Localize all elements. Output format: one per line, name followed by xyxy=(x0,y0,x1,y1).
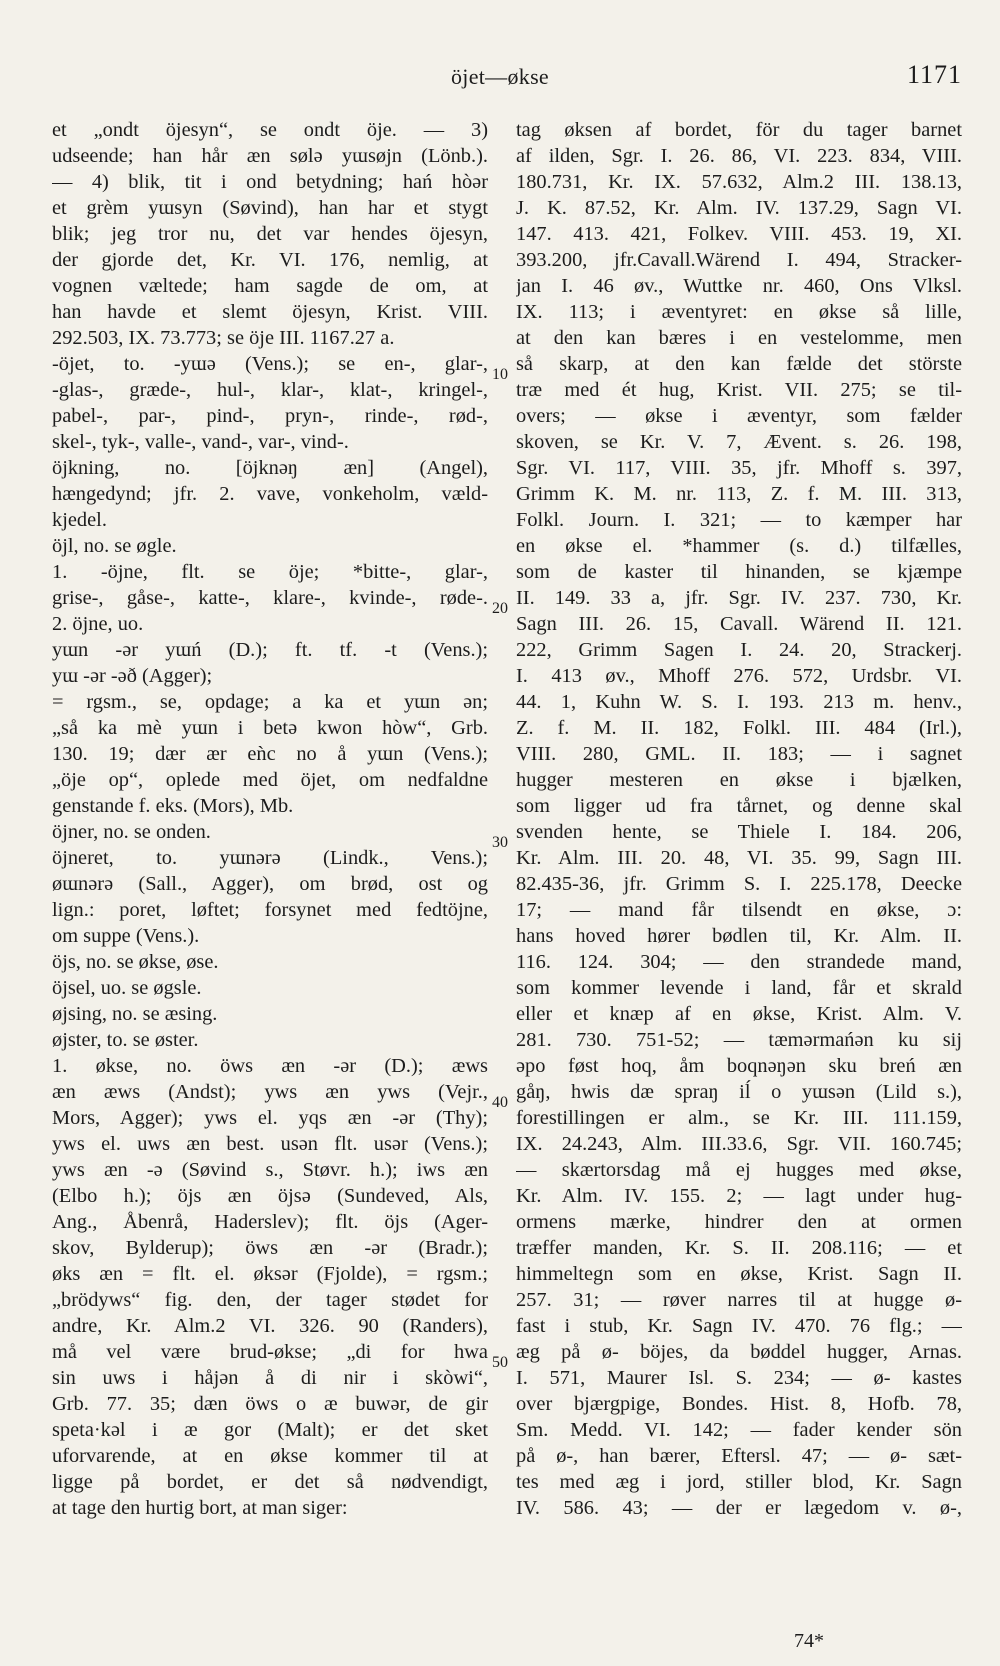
text-line: udseende; han hår æn sølə yɯsøjn (Lönb.). xyxy=(52,145,488,167)
text-line: 82.435-36, jfr. Grimm S. I. 225.178, Deecke xyxy=(516,873,962,895)
text-line: svenden hente, se Thiele I. 184. 206, xyxy=(516,821,962,843)
text-line: som ligger ud fra tårnet, og denne skal xyxy=(516,795,962,817)
text-line: eller et knæp af en økse, Krist. Alm. V. xyxy=(516,1003,962,1025)
text-line: træ med ét hug, Krist. VII. 275; se til- xyxy=(516,379,962,401)
text-line: om suppe (Vens.). xyxy=(52,925,200,947)
text-line: — skærtorsdag må ej hugges med økse, xyxy=(516,1159,962,1181)
text-line: öjneret, to. yɯnərə (Lindk., Vens.); xyxy=(52,847,488,869)
text-line: Kr. Alm. III. 20. 48, VI. 35. 99, Sagn III. xyxy=(516,847,962,869)
left-column xyxy=(52,117,488,1521)
text-line: Sm. Medd. VI. 142; — fader kender sön xyxy=(516,1419,962,1441)
text-line: at tage den hurtig bort, at man siger: xyxy=(52,1497,348,1519)
text-line: æn æws (Andst); yws æn yws (Vejr., xyxy=(52,1081,488,1103)
text-line: I. 413 øv., Mhoff 276. 572, Urdsbr. VI. xyxy=(516,665,962,687)
text-line: uforvarende, at en økse kommer til at xyxy=(52,1445,488,1467)
text-line: træffer manden, Kr. S. II. 208.116; — et xyxy=(516,1237,962,1259)
text-line: = rgsm., se, opdage; a ka et yɯn ən; xyxy=(52,691,488,713)
text-line: der gjorde det, Kr. VI. 176, nemlig, at xyxy=(52,249,488,271)
text-line: yws el. uws æn best. usən flt. usər (Vens.); xyxy=(52,1133,488,1155)
text-line: əpo føst hoq, åm boqnəŋən sku breń æn xyxy=(516,1055,962,1077)
text-line: vognen væltede; ham sagde de om, at xyxy=(52,275,488,297)
text-line: öjsel, uo. se øgsle. xyxy=(52,977,202,999)
text-line: gåŋ, hwis dæ spraŋ iĺ o yɯsən (Lild s.), xyxy=(516,1081,962,1103)
text-line: hugger mesteren en økse i bjælken, xyxy=(516,769,962,791)
text-line: 2. öjne, uo. xyxy=(52,613,144,635)
line-number: 50 xyxy=(492,1354,508,1371)
text-line: 222, Grimm Sagen I. 24. 20, Strackerj. xyxy=(516,639,962,661)
text-line: I. 571, Maurer Isl. S. 234; — ø- kastes xyxy=(516,1367,962,1389)
text-line: -öjet, to. -yɯə (Vens.); se en-, glar-, xyxy=(52,353,488,375)
signature-mark: 74* xyxy=(794,1630,824,1652)
text-line: over bjærgpige, Bondes. Hist. 8, Hofb. 78, xyxy=(516,1393,962,1415)
text-line: „brödyws“ fig. den, der tager stødet for xyxy=(52,1289,488,1311)
text-line: öjner, no. se onden. xyxy=(52,821,211,843)
text-line: fast i stub, Kr. Sagn IV. 470. 76 flg.; — xyxy=(516,1315,962,1337)
text-line: öjs, no. se økse, øse. xyxy=(52,951,219,973)
text-line: „så ka mè yɯn i betə kwon hòw“, Grb. xyxy=(52,717,488,739)
text-line: 1. -öjne, flt. se öje; *bitte-, glar-, xyxy=(52,561,488,583)
text-line: 44. 1, Kuhn W. S. I. 193. 213 m. henv., xyxy=(516,691,962,713)
text-line: VIII. 280, GML. II. 183; — i sagnet xyxy=(516,743,962,765)
text-line: tag øksen af bordet, för du tager barnet xyxy=(516,119,962,141)
text-line: han havde et slemt öjesyn, Krist. VIII. xyxy=(52,301,488,323)
line-number: 30 xyxy=(492,834,508,851)
text-line: pabel-, par-, pind-, pryn-, rinde-, rød-, xyxy=(52,405,488,427)
page-header xyxy=(0,60,1000,100)
text-line: tes med æg i jord, stiller blod, Kr. Sagn xyxy=(516,1471,962,1493)
text-line: en økse el. *hammer (s. d.) tilfælles, xyxy=(516,535,962,557)
line-number: 20 xyxy=(492,600,508,617)
text-line: himmeltegn som en økse, Krist. Sagn II. xyxy=(516,1263,962,1285)
text-line: øjster, to. se øster. xyxy=(52,1029,199,1051)
text-line: så skarp, at den kan fælde det störste xyxy=(516,353,962,375)
text-line: jan I. 46 øv., Wuttke nr. 460, Ons Vlksl. xyxy=(516,275,962,297)
text-line: yɯ -ər -əð (Agger); xyxy=(52,665,213,687)
text-line: -glas-, græde-, hul-, klar-, klat-, kringel-, xyxy=(52,379,488,401)
text-line: et grèm yɯsyn (Søvind), han har et stygt xyxy=(52,197,488,219)
text-line: öjkning, no. [öjknəŋ æn] (Angel), xyxy=(52,457,488,479)
text-line: øɯnərə (Sall., Agger), om brød, ost og xyxy=(52,873,488,895)
text-line: 257. 31; — røver narres til at hugge ø- xyxy=(516,1289,962,1311)
text-line: som kommer levende i land, får et skrald xyxy=(516,977,962,999)
line-number: 10 xyxy=(492,366,508,383)
text-line: Folkl. Journ. I. 321; — to kæmper har xyxy=(516,509,962,531)
text-line: yɯn -ər yɯń (D.); ft. tf. -t (Vens.); xyxy=(52,639,488,661)
text-line: J. K. 87.52, Kr. Alm. IV. 137.29, Sagn VI. xyxy=(516,197,962,219)
text-line: forestillingen er alm., se Kr. III. 111.159, xyxy=(516,1107,962,1129)
text-line: andre, Kr. Alm.2 VI. 326. 90 (Randers), xyxy=(52,1315,488,1337)
text-line: Kr. Alm. IV. 155. 2; — lagt under hug- xyxy=(516,1185,962,1207)
text-line: IX. 24.243, Alm. III.33.6, Sgr. VII. 160.745; xyxy=(516,1133,962,1155)
text-line: 116. 124. 304; — den strandede mand, xyxy=(516,951,962,973)
text-line: 281. 730. 751-52; — tæmərmańən ku sij xyxy=(516,1029,962,1051)
text-line: overs; — økse i æventyr, som fælder xyxy=(516,405,962,427)
text-line: sin uws i håjən å di nir i skòwi“, xyxy=(52,1367,488,1389)
text-line: Z. f. M. II. 182, Folkl. III. 484 (Irl.), xyxy=(516,717,962,739)
running-headword: öjet—økse xyxy=(450,64,549,89)
text-line: kjedel. xyxy=(52,509,107,531)
text-line: speta·kəl i æ gor (Malt); er det sket xyxy=(52,1419,488,1441)
text-line: 130. 19; dær ær eǹc no å yɯn (Vens.); xyxy=(52,743,488,765)
text-line: at den kan bæres i en vestelomme, men xyxy=(516,327,962,349)
text-line: 17; — mand får tilsendt en økse, ɔ: xyxy=(516,899,962,921)
text-line: — 4) blik, tit i ond betydning; hań hòər xyxy=(52,171,488,193)
text-line: som de kaster til hinanden, se kjæmpe xyxy=(516,561,962,583)
text-line: skoven, se Kr. V. 7, Ævent. s. 26. 198, xyxy=(516,431,962,453)
text-line: hængedynd; jfr. 2. vave, vonkeholm, væld- xyxy=(52,483,488,505)
text-line: 1. økse, no. öws æn -ər (D.); æws xyxy=(52,1055,488,1077)
text-line: må vel være brud-økse; „di for hwa xyxy=(52,1341,488,1363)
text-line: „öje op“, oplede med öjet, om nedfaldne xyxy=(52,769,488,791)
text-line: 292.503, IX. 73.773; se öje III. 1167.27 a. xyxy=(52,327,395,349)
text-line: 147. 413. 421, Folkev. VIII. 453. 19, XI. xyxy=(516,223,962,245)
text-line: yws æn -ə (Søvind s., Støvr. h.); iws æn xyxy=(52,1159,488,1181)
line-number: 40 xyxy=(492,1094,508,1111)
text-line: 180.731, Kr. IX. 57.632, Alm.2 III. 138.13, xyxy=(516,171,962,193)
text-line: IV. 586. 43; — der er lægedom v. ø-, xyxy=(516,1497,962,1519)
text-line: grise-, gåse-, katte-, klare-, kvinde-, røde-. xyxy=(52,587,488,609)
text-line: skov, Bylderup); öws æn -ər (Bradr.); xyxy=(52,1237,488,1259)
text-line: öjl, no. se øgle. xyxy=(52,535,177,557)
text-line: 393.200, jfr.Cavall.Wärend I. 494, Stracker- xyxy=(516,249,962,271)
text-line: øjsing, no. se æsing. xyxy=(52,1003,218,1025)
text-line: øks æn = flt. el. øksər (Fjolde), = rgsm.; xyxy=(52,1263,488,1285)
text-line: (Elbo h.); öjs æn öjsə (Sundeved, Als, xyxy=(52,1185,488,1207)
text-line: ligge på bordet, er det så nødvendigt, xyxy=(52,1471,488,1493)
text-line: Mors, Agger); yws el. yqs æn -ər (Thy); xyxy=(52,1107,488,1129)
text-line: II. 149. 33 a, jfr. Sgr. IV. 237. 730, Kr. xyxy=(516,587,962,609)
text-line: IX. 113; i æventyret: en økse så lille, xyxy=(516,301,962,323)
text-line: Ang., Åbenrå, Haderslev); flt. öjs (Ager- xyxy=(52,1211,488,1233)
text-line: æg på ø- böjes, da bøddel hugger, Arnas. xyxy=(516,1341,962,1363)
text-line: et „ondt öjesyn“, se ondt öje. — 3) xyxy=(52,119,488,141)
text-line: lign.: poret, løftet; forsynet med fedtöjne, xyxy=(52,899,488,921)
text-line: Sagn III. 26. 15, Cavall. Wärend II. 121. xyxy=(516,613,962,635)
text-line: på ø-, han bærer, Eftersl. 47; — ø- sæt- xyxy=(516,1445,962,1467)
right-column xyxy=(516,117,962,1521)
text-line: Sgr. VI. 117, VIII. 35, jfr. Mhoff s. 397, xyxy=(516,457,962,479)
text-line: af ilden, Sgr. I. 26. 86, VI. 223. 834, VIII. xyxy=(516,145,962,167)
text-line: Grb. 77. 35; dæn öws o æ buwər, de gir xyxy=(52,1393,488,1415)
text-line: hans hoved hører bødlen til, Kr. Alm. II. xyxy=(516,925,962,947)
text-line: Grimm K. M. nr. 113, Z. f. M. III. 313, xyxy=(516,483,962,505)
text-line: ormens mærke, hindrer den at ormen xyxy=(516,1211,962,1233)
text-line: blik; jeg tror nu, det var hendes öjesyn, xyxy=(52,223,488,245)
page-number: 1171 xyxy=(906,60,962,89)
text-line: genstande f. eks. (Mors), Mb. xyxy=(52,795,294,817)
text-line: skel-, tyk-, valle-, vand-, var-, vind-. xyxy=(52,431,349,453)
